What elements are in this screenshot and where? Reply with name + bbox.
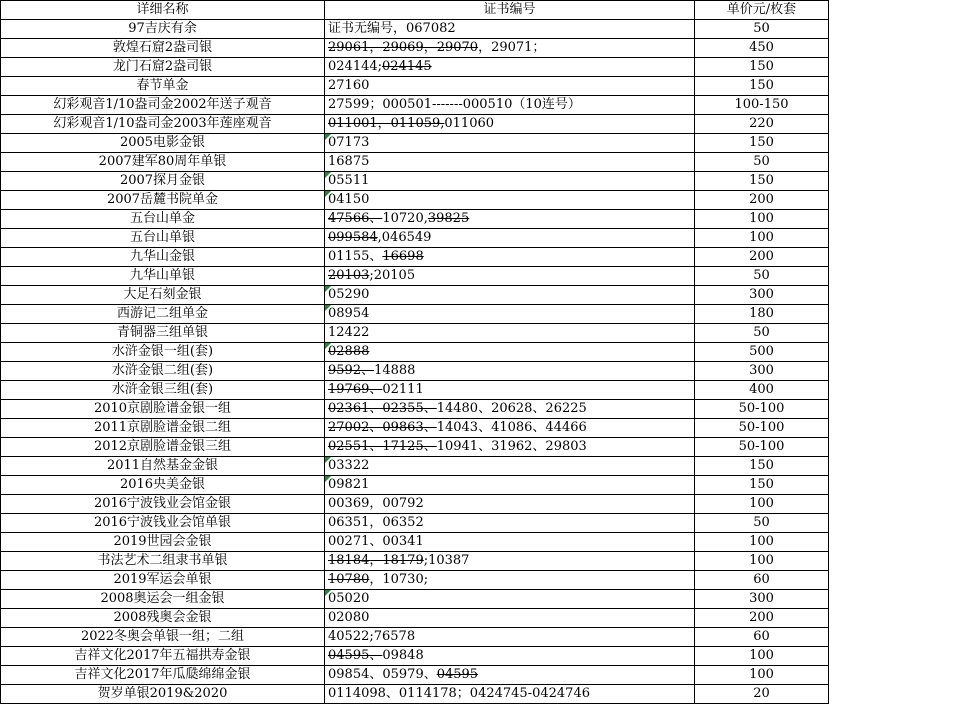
table-row bbox=[1, 286, 829, 305]
cert-number: 证书无编号，067082 bbox=[328, 21, 456, 36]
cell-cert[interactable] bbox=[325, 191, 695, 210]
cert-number: 10720, bbox=[382, 211, 428, 226]
cell-cert[interactable] bbox=[325, 514, 695, 533]
cert-number: 14480、20628、26225 bbox=[436, 401, 587, 416]
cert-number: 27599；000501-------000510（10连号） bbox=[328, 97, 581, 112]
cert-number-struck: 024145 bbox=[382, 59, 432, 74]
table-row bbox=[1, 96, 829, 115]
cell-cert[interactable] bbox=[325, 286, 695, 305]
table-row bbox=[1, 400, 829, 419]
cert-number: ，29071； bbox=[478, 40, 546, 55]
cert-number: 024144; bbox=[328, 59, 383, 74]
cell-name[interactable]: 2011京剧脸谱金银二组 bbox=[1, 419, 325, 438]
cell-price[interactable]: 50-100 bbox=[695, 400, 829, 419]
cert-number-struck: 02551、17125、 bbox=[328, 439, 437, 454]
cell-name[interactable]: 2007岳麓书院单金 bbox=[1, 191, 325, 210]
comment-indicator-icon bbox=[325, 476, 331, 482]
cell-price[interactable]: 400 bbox=[695, 381, 829, 400]
header-cert[interactable]: 证书编号 bbox=[325, 1, 695, 20]
table-row bbox=[1, 419, 829, 438]
cell-price[interactable]: 60 bbox=[695, 628, 829, 647]
cell-cert[interactable] bbox=[325, 400, 695, 419]
comment-indicator-icon bbox=[325, 457, 331, 463]
cell-price[interactable]: 300 bbox=[695, 286, 829, 305]
cell-name[interactable]: 2019世园会金银 bbox=[1, 533, 325, 552]
cell-cert[interactable] bbox=[325, 590, 695, 609]
cert-number: 14888 bbox=[374, 363, 416, 378]
cell-cert[interactable] bbox=[325, 229, 695, 248]
cert-number: 09848 bbox=[382, 648, 424, 663]
table-row bbox=[1, 514, 829, 533]
cell-price[interactable]: 150 bbox=[695, 476, 829, 495]
cell-price[interactable]: 100 bbox=[695, 666, 829, 685]
table-row bbox=[1, 343, 829, 362]
cert-number-struck: 39825 bbox=[427, 211, 470, 226]
cell-name[interactable]: 西游记二组单金 bbox=[1, 305, 325, 324]
cert-number: 07173 bbox=[328, 135, 370, 150]
cell-name[interactable]: 2022冬奥会单银一组；二组 bbox=[1, 628, 325, 647]
cell-name[interactable]: 2016央美金银 bbox=[1, 476, 325, 495]
cert-number-struck: 04595 bbox=[436, 667, 479, 682]
cell-price[interactable]: 150 bbox=[695, 172, 829, 191]
cell-name[interactable]: 2019军运会单银 bbox=[1, 571, 325, 590]
cell-name[interactable]: 2008奥运会一组金银 bbox=[1, 590, 325, 609]
cell-price[interactable]: 150 bbox=[695, 58, 829, 77]
table-row bbox=[1, 685, 829, 704]
cell-price[interactable]: 50-100 bbox=[695, 419, 829, 438]
cell-cert[interactable] bbox=[325, 362, 695, 381]
table-row bbox=[1, 495, 829, 514]
cert-number: 05290 bbox=[328, 287, 370, 302]
cert-number: 09854、05979、 bbox=[328, 667, 437, 682]
cert-number-struck: 47566、 bbox=[328, 211, 383, 226]
table-row bbox=[1, 362, 829, 381]
cell-cert[interactable] bbox=[325, 495, 695, 514]
table-body bbox=[1, 20, 829, 704]
cell-price[interactable]: 50 bbox=[695, 514, 829, 533]
table-row bbox=[1, 666, 829, 685]
cell-name[interactable]: 大足石刻金银 bbox=[1, 286, 325, 305]
cert-number-struck: 18184，18179 bbox=[328, 553, 424, 568]
cell-price[interactable]: 150 bbox=[695, 457, 829, 476]
cell-cert[interactable] bbox=[325, 115, 695, 134]
cert-number-struck: 9592、 bbox=[328, 363, 375, 378]
table-row bbox=[1, 39, 829, 58]
cell-cert[interactable] bbox=[325, 77, 695, 96]
table-row bbox=[1, 571, 829, 590]
table-row bbox=[1, 590, 829, 609]
cell-price[interactable]: 200 bbox=[695, 191, 829, 210]
cell-name[interactable]: 书法艺术二组隶书单银 bbox=[1, 552, 325, 571]
header-name[interactable]: 详细名称 bbox=[1, 1, 325, 20]
cell-price[interactable]: 50-100 bbox=[695, 438, 829, 457]
table-row bbox=[1, 172, 829, 191]
cert-number-struck: 20103 bbox=[328, 268, 370, 283]
cell-name[interactable]: 五台山单银 bbox=[1, 229, 325, 248]
cert-number: 40522;76578 bbox=[328, 629, 416, 644]
cell-price[interactable]: 100 bbox=[695, 210, 829, 229]
cell-price[interactable]: 500 bbox=[695, 343, 829, 362]
cell-price[interactable]: 50 bbox=[695, 153, 829, 172]
cell-name[interactable]: 2005电影金银 bbox=[1, 134, 325, 153]
comment-indicator-icon bbox=[325, 305, 331, 311]
table-row bbox=[1, 115, 829, 134]
cert-number-struck: 099584 bbox=[328, 230, 378, 245]
cert-number: 16875 bbox=[328, 154, 370, 169]
cert-number: 09821 bbox=[328, 477, 370, 492]
cell-cert[interactable] bbox=[325, 153, 695, 172]
cell-price[interactable]: 200 bbox=[695, 609, 829, 628]
cell-price[interactable]: 50 bbox=[695, 20, 829, 39]
cert-number: 06351，06352 bbox=[328, 515, 424, 530]
cert-number-struck: 02361、02355、 bbox=[328, 401, 437, 416]
table-row bbox=[1, 134, 829, 153]
cell-price[interactable]: 200 bbox=[695, 248, 829, 267]
cert-number: 00271、00341 bbox=[328, 534, 424, 549]
cell-name[interactable]: 吉祥文化2017年五福拱寿金银 bbox=[1, 647, 325, 666]
cell-name[interactable]: 水浒金银一组(套) bbox=[1, 343, 325, 362]
cell-cert[interactable] bbox=[325, 552, 695, 571]
table-row bbox=[1, 305, 829, 324]
cell-name[interactable]: 幻彩观音1/10盎司金2002年送子观音 bbox=[1, 96, 325, 115]
cell-name[interactable]: 2016宁波钱业会馆金银 bbox=[1, 495, 325, 514]
comment-indicator-icon bbox=[325, 343, 331, 349]
cert-number: ,046549 bbox=[377, 230, 432, 245]
cell-cert[interactable] bbox=[325, 248, 695, 267]
cell-price[interactable]: 100 bbox=[695, 533, 829, 552]
header-price[interactable]: 单价元/枚套 bbox=[695, 1, 829, 20]
cert-number-struck: 19769、 bbox=[328, 382, 383, 397]
cell-cert[interactable] bbox=[325, 58, 695, 77]
cert-number: 03322 bbox=[328, 458, 370, 473]
cert-number: 05020 bbox=[328, 591, 370, 606]
cell-cert[interactable] bbox=[325, 20, 695, 39]
cert-number: 05511 bbox=[328, 173, 370, 188]
cell-cert[interactable] bbox=[325, 305, 695, 324]
cell-price[interactable]: 100 bbox=[695, 229, 829, 248]
cert-number: 14043、41086、44466 bbox=[436, 420, 587, 435]
table-row bbox=[1, 229, 829, 248]
cell-name[interactable]: 2007建军80周年单银 bbox=[1, 153, 325, 172]
cell-name[interactable]: 2016宁波钱业会馆单银 bbox=[1, 514, 325, 533]
cell-cert[interactable] bbox=[325, 267, 695, 286]
table-row bbox=[1, 58, 829, 77]
table-row bbox=[1, 77, 829, 96]
table-row bbox=[1, 210, 829, 229]
cell-price[interactable]: 100 bbox=[695, 647, 829, 666]
cell-cert[interactable] bbox=[325, 609, 695, 628]
comment-indicator-icon bbox=[325, 286, 331, 292]
cell-cert[interactable] bbox=[325, 419, 695, 438]
table-row bbox=[1, 248, 829, 267]
cell-price[interactable]: 60 bbox=[695, 571, 829, 590]
table-row bbox=[1, 647, 829, 666]
cert-number-struck: 011001，011059, bbox=[328, 116, 445, 131]
cell-name[interactable]: 2012京剧脸谱金银三组 bbox=[1, 438, 325, 457]
cell-cert[interactable] bbox=[325, 134, 695, 153]
comment-indicator-icon bbox=[325, 191, 331, 197]
cell-price[interactable]: 50 bbox=[695, 267, 829, 286]
cell-cert[interactable] bbox=[325, 324, 695, 343]
cell-name[interactable]: 幻彩观音1/10盎司金2003年莲座观音 bbox=[1, 115, 325, 134]
cell-name[interactable]: 2007探月金银 bbox=[1, 172, 325, 191]
cell-price[interactable]: 150 bbox=[695, 134, 829, 153]
cell-name[interactable]: 九华山金银 bbox=[1, 248, 325, 267]
cell-name[interactable]: 吉祥文化2017年瓜瓞绵绵金银 bbox=[1, 666, 325, 685]
cell-price[interactable]: 300 bbox=[695, 590, 829, 609]
cert-number-struck: 10780 bbox=[328, 572, 370, 587]
cell-cert[interactable] bbox=[325, 96, 695, 115]
cell-cert[interactable] bbox=[325, 343, 695, 362]
table-row bbox=[1, 476, 829, 495]
cell-price[interactable]: 50 bbox=[695, 324, 829, 343]
cell-name[interactable]: 青铜器三组单银 bbox=[1, 324, 325, 343]
table-row bbox=[1, 153, 829, 172]
cert-number: 10941、31962、29803 bbox=[436, 439, 587, 454]
header-row bbox=[1, 1, 829, 20]
table-row bbox=[1, 533, 829, 552]
cert-number-struck: 27002、09863、 bbox=[328, 420, 437, 435]
cell-name[interactable]: 2011自然基金金银 bbox=[1, 457, 325, 476]
cell-cert[interactable] bbox=[325, 438, 695, 457]
cell-name[interactable]: 水浒金银二组(套) bbox=[1, 362, 325, 381]
cell-cert[interactable] bbox=[325, 685, 695, 704]
cert-number: ;20105 bbox=[369, 268, 416, 283]
cell-cert[interactable] bbox=[325, 476, 695, 495]
cell-price[interactable]: 450 bbox=[695, 39, 829, 58]
cell-name[interactable]: 龙门石窟2盎司银 bbox=[1, 58, 325, 77]
table-row bbox=[1, 381, 829, 400]
cert-number: 00369，00792 bbox=[328, 496, 424, 511]
cell-price[interactable]: 300 bbox=[695, 362, 829, 381]
cell-cert[interactable] bbox=[325, 647, 695, 666]
table-row bbox=[1, 457, 829, 476]
cert-number-struck: 04595、 bbox=[328, 648, 383, 663]
cell-name[interactable]: 五台山单金 bbox=[1, 210, 325, 229]
cert-number: 02111 bbox=[382, 382, 424, 397]
cell-name[interactable]: 2008残奥会金银 bbox=[1, 609, 325, 628]
cell-price[interactable]: 100 bbox=[695, 552, 829, 571]
cell-name[interactable]: 贺岁单银2019&2020 bbox=[1, 685, 325, 704]
cell-name[interactable]: 敦煌石窟2盎司银 bbox=[1, 39, 325, 58]
cell-price[interactable]: 20 bbox=[695, 685, 829, 704]
table-row bbox=[1, 438, 829, 457]
cert-number-struck: 29061，29069，29070 bbox=[328, 40, 479, 55]
cell-cert[interactable] bbox=[325, 210, 695, 229]
cell-cert[interactable] bbox=[325, 628, 695, 647]
table-row bbox=[1, 324, 829, 343]
table-row bbox=[1, 628, 829, 647]
cert-number: 08954 bbox=[328, 306, 370, 321]
cert-number: ，10730; bbox=[369, 572, 429, 587]
table-row bbox=[1, 267, 829, 286]
comment-indicator-icon bbox=[325, 134, 331, 140]
table-row bbox=[1, 191, 829, 210]
cell-cert[interactable] bbox=[325, 457, 695, 476]
cert-number: 02080 bbox=[328, 610, 370, 625]
cert-number: 011060 bbox=[444, 116, 495, 131]
cell-price[interactable]: 100 bbox=[695, 495, 829, 514]
cell-name[interactable]: 2010京剧脸谱金银一组 bbox=[1, 400, 325, 419]
cell-cert[interactable] bbox=[325, 172, 695, 191]
table-row bbox=[1, 552, 829, 571]
cert-number: 27160 bbox=[328, 78, 370, 93]
cell-cert[interactable] bbox=[325, 533, 695, 552]
cell-name[interactable]: 97吉庆有余 bbox=[1, 20, 325, 39]
cert-number: 0114098、0114178；0424745-0424746 bbox=[328, 686, 590, 701]
cert-number: ;10387 bbox=[423, 553, 470, 568]
cell-cert[interactable] bbox=[325, 571, 695, 590]
cell-price[interactable]: 220 bbox=[695, 115, 829, 134]
cell-name[interactable]: 水浒金银三组(套) bbox=[1, 381, 325, 400]
table-row bbox=[1, 609, 829, 628]
cell-price[interactable]: 180 bbox=[695, 305, 829, 324]
table-row bbox=[1, 20, 829, 39]
cell-price[interactable]: 100-150 bbox=[695, 96, 829, 115]
cert-number-struck: 02888 bbox=[328, 344, 370, 359]
cert-number: 01155、 bbox=[328, 249, 383, 264]
cell-name[interactable]: 九华山单银 bbox=[1, 267, 325, 286]
cell-cert[interactable] bbox=[325, 39, 695, 58]
cell-cert[interactable] bbox=[325, 666, 695, 685]
cell-price[interactable]: 150 bbox=[695, 77, 829, 96]
cert-number: 12422 bbox=[328, 325, 370, 340]
comment-indicator-icon bbox=[325, 172, 331, 178]
cell-cert[interactable] bbox=[325, 381, 695, 400]
comment-indicator-icon bbox=[325, 590, 331, 596]
cert-number-struck: 16698 bbox=[382, 249, 424, 264]
cell-name[interactable]: 春节单金 bbox=[1, 77, 325, 96]
cert-number: 04150 bbox=[328, 192, 370, 207]
